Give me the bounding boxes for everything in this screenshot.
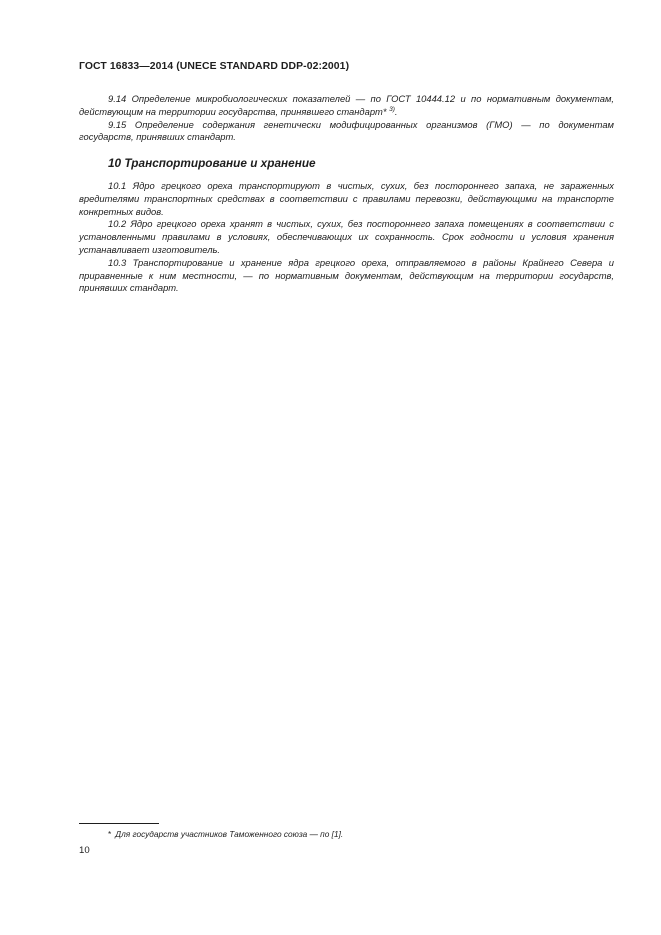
document-body	[79, 93, 614, 295]
paragraph-9-14-end: .	[394, 105, 398, 117]
paragraph-9-15: 9.15 Определение содержания генетически модифицированных организмов (ГМО) — по документам государств, принявших стандарт.	[79, 118, 614, 143]
footnote-mark: *	[108, 829, 112, 839]
section-10-heading: 10 Транспортирование и хранение	[108, 156, 316, 171]
paragraph-10-1: 10.1 Ядро грецкого ореха транспортируют в чистых, сухих, без постороннего запаха, не зараженных вредителями транспортных средствах в соответствии с правилами перевозки, действующими на транспорте конкретных видов.	[79, 179, 614, 217]
footnote-rule	[79, 823, 159, 824]
paragraph-9-14-text: 9.14 Определение микробиологических показателей — по ГОСТ 10444.12 и по нормативным документам, действующим на территории государства, принявшего стандарт*	[79, 93, 614, 117]
paragraph-10-3: 10.3 Транспортирование и хранение ядра грецкого ореха, отправляемого в районы Крайнего Севера и приравненные к ним местности, — по нормативным документам, действующим на территории государств, принявших стандарт.	[79, 256, 614, 294]
footnote	[108, 829, 343, 839]
paragraph-9-14	[79, 93, 614, 119]
footnote-text: Для государств участников Таможенного союза — по [1].	[115, 829, 344, 839]
running-header: ГОСТ 16833—2014 (UNECE STANDARD DDP-02:2001)	[79, 61, 350, 72]
paragraph-10-2: 10.2 Ядро грецкого ореха хранят в чистых, сухих, без постороннего запаха помещениях в соответствии с установленными правилами в условиях, обеспечивающих их сохранность. Срок годности и условия хранения устанавливает изготовитель.	[79, 218, 614, 255]
page-number: 10	[79, 845, 90, 856]
reference-superscript: 3)	[389, 105, 395, 113]
